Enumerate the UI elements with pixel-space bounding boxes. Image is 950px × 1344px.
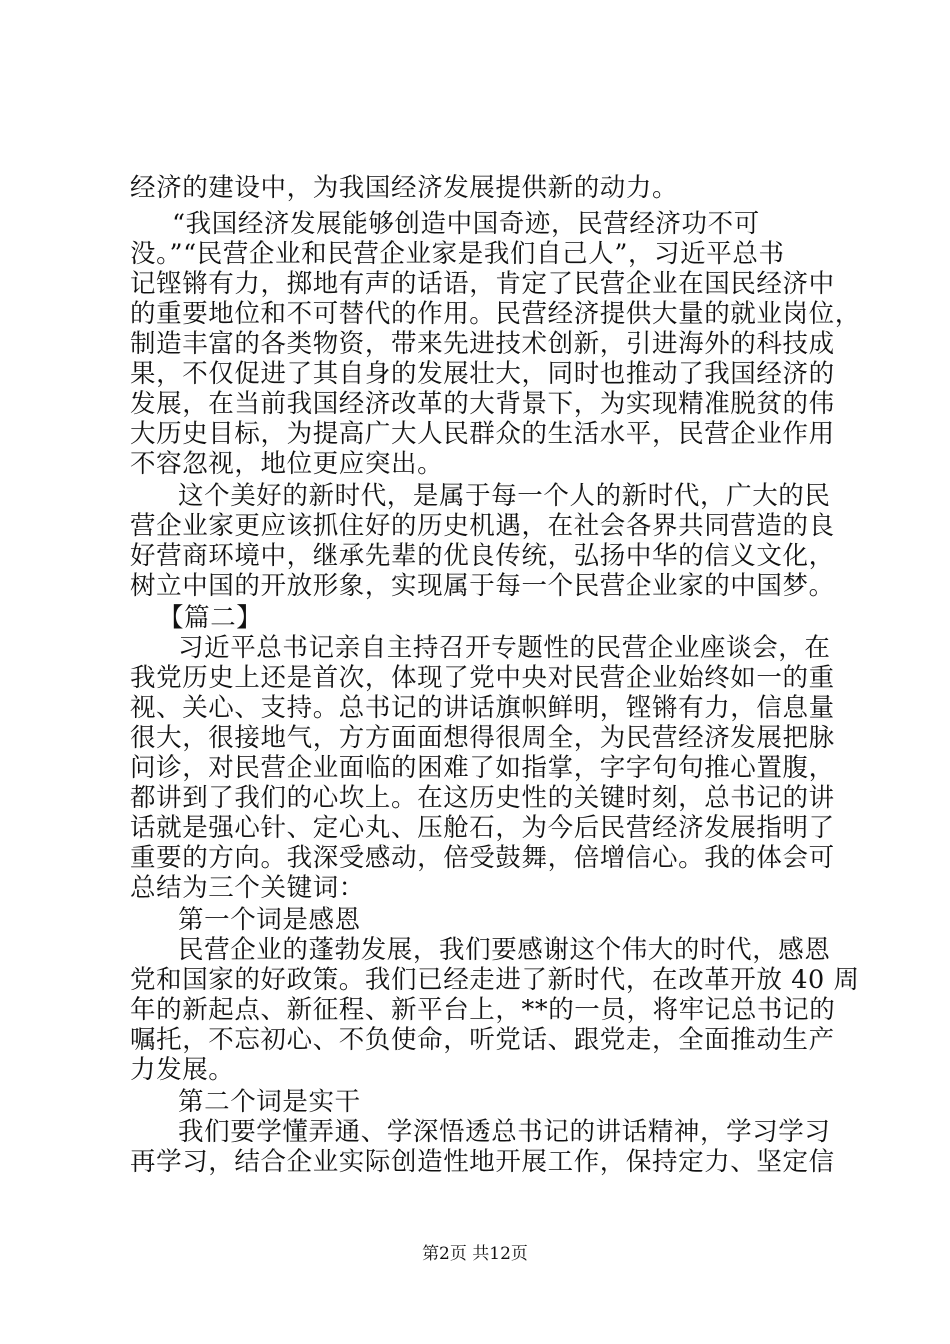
section-heading: 【篇二】 [158,603,263,633]
text-line: 视、关心、支持。总书记的讲话旗帜鲜明，铿锵有力，信息量 [130,693,835,723]
text-line: 问诊，对民营企业面临的困难了如指掌，字字句句推心置腹， [130,753,835,783]
text-line: 的重要地位和不可替代的作用。民营经济提供大量的就业岗位， [130,299,861,329]
text-line: 制造丰富的各类物资，带来先进技术创新，引进海外的科技成 [130,329,835,359]
text-line: 发展，在当前我国经济改革的大背景下，为实现精准脱贫的伟 [130,389,835,419]
text-line: 好营商环境中，继承先辈的优良传统，弘扬中华的信义文化， [130,541,835,571]
text-line: 很大，很接地气，方方面面想得很周全，为民营经济发展把脉 [130,723,835,753]
text-line: 党和国家的好政策。我们已经走进了新时代，在改革开放 40 周 [130,965,860,995]
text-line: 营企业家更应该抓住好的历史机遇，在社会各界共同营造的良 [130,511,835,541]
text-line: “我国经济发展能够创造中国奇迹，民营经济功不可 [172,209,760,239]
text-line: 我们要学懂弄通、学深悟透总书记的讲话精神，学习学习 [178,1117,831,1147]
text-line: 力发展。 [130,1055,235,1085]
page-number: 第2页 共12页 [422,1244,528,1264]
subheading: 第二个词是实干 [178,1087,361,1117]
text-line: 大历史目标，为提高广大人民群众的生活水平，民营企业作用 [130,419,835,449]
text-line: 记铿锵有力，掷地有声的话语，肯定了民营企业在国民经济中 [130,269,835,299]
text-line: 年的新起点、新征程、新平台上，**的一员，将牢记总书记的 [130,995,836,1025]
text-line: 都讲到了我们的心坎上。在这历史性的关键时刻，总书记的讲 [130,783,835,813]
text-line: 话就是强心针、定心丸、压舱石，为今后民营经济发展指明了 [130,813,835,843]
text-line: 没。”“民营企业和民营企业家是我们自己人”，习近平总书 [130,239,785,269]
text-line: 民营企业的蓬勃发展，我们要感谢这个伟大的时代，感恩 [178,935,831,965]
subheading: 第一个词是感恩 [178,905,361,935]
text-line: 不容忽视，地位更应突出。 [130,449,444,479]
text-line: 再学习，结合企业实际创造性地开展工作，保持定力、坚定信 [130,1147,835,1177]
text-line: 嘱托，不忘初心、不负使命，听党话、跟党走，全面推动生产 [130,1025,835,1055]
text-line: 重要的方向。我深受感动，倍受鼓舞，倍增信心。我的体会可 [130,843,835,873]
text-line: 这个美好的新时代，是属于每一个人的新时代，广大的民 [178,481,831,511]
text-line: 果，不仅促进了其自身的发展壮大，同时也推动了我国经济的 [130,359,835,389]
text-line: 树立中国的开放形象，实现属于每一个民营企业家的中国梦。 [130,571,835,601]
text-line: 经济的建设中，为我国经济发展提供新的动力。 [130,173,679,203]
text-line: 习近平总书记亲自主持召开专题性的民营企业座谈会，在 [178,633,831,663]
text-line: 总结为三个关键词： [130,873,365,903]
text-line: 我党历史上还是首次，体现了党中央对民营企业始终如一的重 [130,663,835,693]
